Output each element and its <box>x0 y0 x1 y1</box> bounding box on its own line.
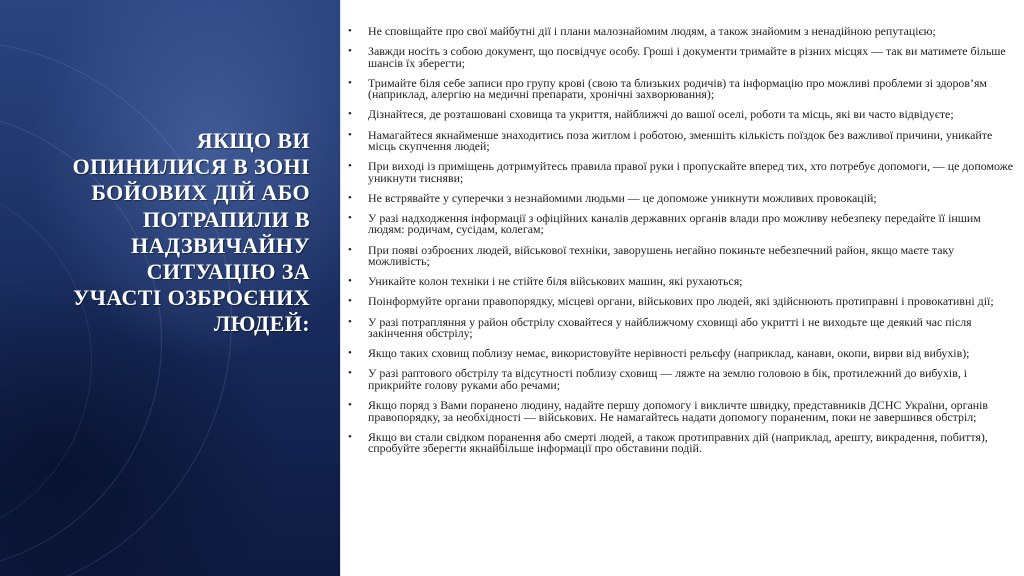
bullet-icon: • <box>348 76 352 89</box>
tip-item <box>346 348 1014 359</box>
bullet-icon: • <box>348 128 352 141</box>
bullet-icon: • <box>348 275 352 288</box>
tips-content <box>346 26 1014 572</box>
tip-text: Тримайте біля себе записи про групу крові (свою та близьких родичів) та інформацію про можливі проблеми зі здоров’ям (наприклад, алергію на медичні препарати, хронічні захворювання); <box>368 75 987 102</box>
tip-text: Уникайте колон техніки і не стійте біля військових машин, які рухаються; <box>368 274 743 289</box>
bullet-icon: • <box>348 347 352 360</box>
bullet-icon: • <box>348 45 352 58</box>
tip-item <box>346 296 1014 307</box>
tip-text: Поінформуйте органи правопорядку, місцеві органи, військових про людей, які здійснюють протиправні і провокативні дії; <box>368 294 994 309</box>
tip-item <box>346 429 1014 456</box>
title-panel <box>0 0 340 576</box>
bullet-icon: • <box>348 160 352 173</box>
bullet-icon: • <box>348 430 352 443</box>
tip-item <box>346 190 1014 205</box>
bullet-icon: • <box>348 108 352 121</box>
tip-text: У разі раптового обстрілу та відсутності поблизу сховищ — ляжте на землю головою в бік, протилежний до вибухів, і прикрийте голову руками або речами; <box>368 366 968 392</box>
bullet-icon: • <box>348 26 352 37</box>
tip-text: Не встрявайте у суперечки з незнайомими людьми — це допоможе уникнути можливих провокацій; <box>368 190 877 205</box>
tip-item <box>346 75 1014 102</box>
bullet-icon: • <box>348 367 352 380</box>
slide-title <box>28 128 310 338</box>
tip-item <box>346 109 1014 120</box>
tip-item <box>346 26 1014 37</box>
bullet-icon: • <box>348 191 352 204</box>
tip-text: Намагайтеся якнайменше знаходитись поза житлом і роботою, зменшіть кількість поїздок без важливої причини, уникайте місць скупчення людей; <box>368 127 993 154</box>
tip-text: У разі потрапляння у район обстрілу сховайтеся у найближчому сховищі або укритті і не виходьте ще деякий час після закінчення обстрілу; <box>368 314 972 341</box>
title-line: УЧАСТІ ОЗБРОЄНИХ <box>73 285 310 311</box>
title-line: ЯКЩО ВИ <box>196 128 310 153</box>
title-line: СИТУАЦІЮ ЗА <box>146 259 310 285</box>
tips-list <box>346 26 1014 455</box>
tip-text: При появі озброєних людей, військової техніки, заворушень негайно покиньте небезпечний район, якщо маєте таку можливість; <box>368 242 955 269</box>
tip-item <box>346 314 1014 341</box>
tip-text: Якщо поряд з Вами поранено людину, надайте першу допомогу і викличте швидку, представників ДСНС України, органів правопорядку, за необхідності — військових. Не намагайтесь надати допомогу пораненим, поки не завершився обстріл; <box>368 398 989 424</box>
bullet-icon: • <box>348 243 352 256</box>
tip-item <box>346 46 1014 69</box>
tip-text: Якщо таких сховищ поблизу немає, використовуйте нерівності рельєфу (наприклад, канави, окопи, вирви від вибухів); <box>368 346 970 361</box>
tip-text: Якщо ви стали свідком поранення або смерті людей, а також протиправних дій (наприклад, арешту, викрадення, побиття), спробуйте зберегти якнайбільше інформації про обставини подій. <box>368 429 988 456</box>
bullet-icon: • <box>348 315 352 328</box>
bullet-icon: • <box>348 295 352 308</box>
title-line: НАДЗВИЧАЙНУ <box>131 232 310 258</box>
tip-item <box>346 368 1014 391</box>
tip-text: Завжди носіть з собою документ, що посвідчує особу. Гроші і документи тримайте в різних місцях — так ви матимете більше шансів їх зберегти; <box>368 44 1006 70</box>
title-line: БОЙОВИХ ДІЙ АБО <box>91 180 310 206</box>
tip-item <box>346 127 1014 154</box>
tip-item <box>346 400 1014 423</box>
bullet-icon: • <box>348 399 352 412</box>
title-line: ПОТРАПИЛИ В <box>142 206 310 232</box>
title-line: ОПИНИЛИСЯ В ЗОНІ <box>72 154 310 180</box>
tip-text: При виході із приміщень дотримуйтесь правила правої руки і пропускайте вперед тих, хто потребує допомоги, — це допоможе уникнути тисняви; <box>368 159 1013 185</box>
tip-item <box>346 213 1014 236</box>
tip-item <box>346 161 1014 184</box>
bullet-icon: • <box>348 212 352 225</box>
tip-text: Не сповіщайте про свої майбутні дії і плани малознайомим людям, а також знайомим з ненадійною репутацією; <box>368 26 936 38</box>
tip-item <box>346 276 1014 287</box>
tip-item <box>346 242 1014 269</box>
panel-divider <box>340 0 341 576</box>
tip-text: Дізнайтеся, де розташовані сховища та укриття, найближчі до вашої оселі, роботи та місць, які ви часто відвідуєте; <box>368 107 954 122</box>
tip-text: У разі надходження інформації з офіційних каналів державних органів влади про можливу небезпеку передайте її іншим людям: родичам, сусідам, колегам; <box>368 211 981 237</box>
title-line: ЛЮДЕЙ: <box>213 311 310 337</box>
